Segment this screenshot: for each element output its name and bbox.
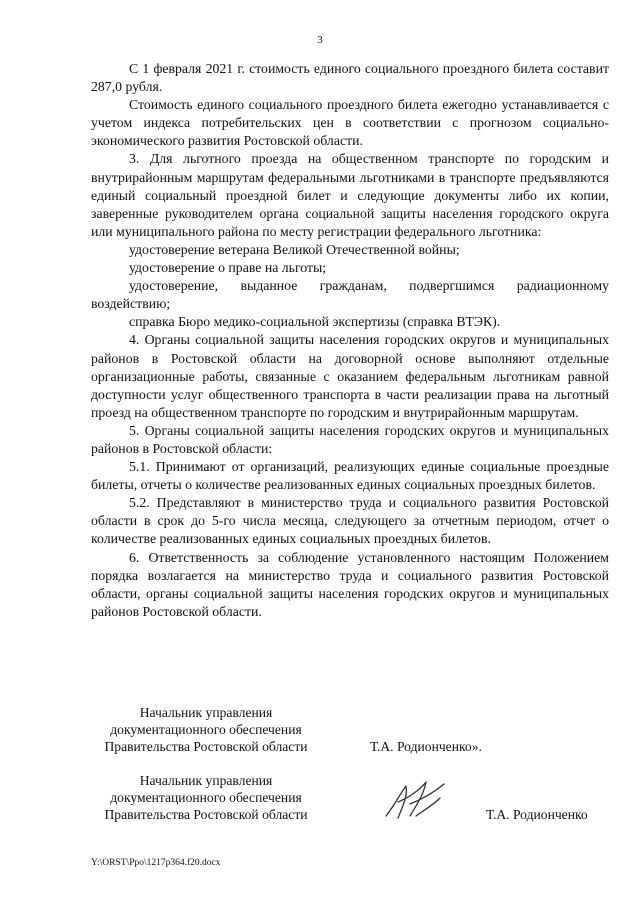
paragraph: 6. Ответственность за соблюдение установленного настоящим Положением порядка возлагается на министерство труда и социального развития Ростовской области, органы социальной защиты населения городских округов и муниципальных районов Ростовской области. <box>91 549 609 619</box>
paragraph: С 1 февраля 2021 г. стоимость единого социального проездного билета составит 287,0 рубля. <box>91 61 609 95</box>
handwritten-signature-icon <box>380 776 450 824</box>
paragraph: 5.1. Принимают от организаций, реализующих единые социальные проездные билеты, отчеты о количестве реализованных единых социальных проездных билетов. <box>91 459 609 493</box>
document-body <box>91 60 609 621</box>
page-number: 3 <box>317 34 323 46</box>
paragraph: Стоимость единого социального проездного билета ежегодно устанавливается с учетом индекса потребительских цен в соответствии с прогнозом социально-экономического развития Ростовской области. <box>91 97 609 149</box>
file-path: Y:\ORST\Ppo\1217p364.f20.docx <box>91 858 221 868</box>
list-item: удостоверение, выданное гражданам, подвергшимся радиационному воздействию; <box>91 278 609 312</box>
signatory-title: Начальник управления документационного обеспечения Правительства Ростовской области <box>104 773 308 822</box>
signatory-title: Начальник управления документационного обеспечения Правительства Ростовской области <box>104 705 308 754</box>
list-item: удостоверение о праве на льготы; <box>129 260 327 276</box>
signatory-name: Т.А. Родионченко <box>486 807 588 822</box>
paragraph: 5.2. Представляют в министерство труда и социального развития Ростовской области в срок до 5-го числа месяца, следующего за отчетным периодом, отчет о количестве реализованных единых социальных проездных билетов. <box>91 495 609 547</box>
signature-block <box>91 772 611 826</box>
paragraph: 5. Органы социальной защиты населения городских округов и муниципальных районов в Ростовской области: <box>91 422 609 456</box>
signature-block <box>91 704 611 758</box>
paragraph: 4. Органы социальной защиты населения городских округов и муниципальных районов в Ростовской области на договорной основе выполняют отдельные организационные работы, связанные с оказанием федеральным льготникам равной доступности услуг общественного транспорта в части реализации права на льготный проезд на общественном транспорте по городским и внутрирайонным маршрутам. <box>91 332 609 420</box>
signatory-name: Т.А. Родионченко». <box>370 739 482 754</box>
list-item: удостоверение ветерана Великой Отечественной войны; <box>129 241 460 257</box>
list-item: справка Бюро медико-социальной экспертизы (справка ВТЭК). <box>129 314 501 330</box>
paragraph: 3. Для льготного проезда на общественном транспорте по городским и внутрирайонным маршрутам федеральными льготниками в транспорте предъявляются единый социальный проездной билет и следующие документы либо их копии, заверенные руководителем органа социальной защиты населения городского округа или муниципального района по месту регистрации федерального льготника: <box>91 151 609 239</box>
